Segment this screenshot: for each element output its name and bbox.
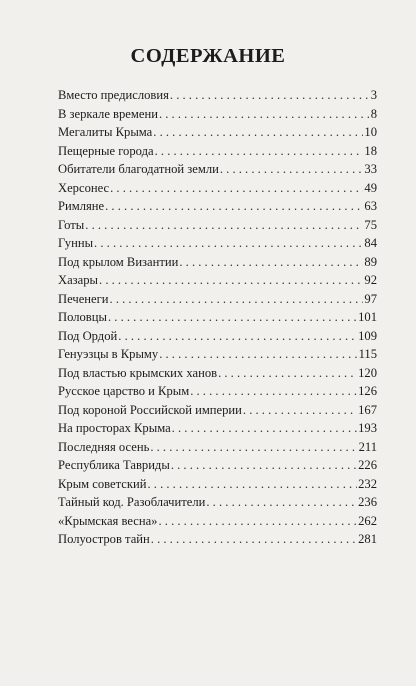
toc-entry-title: Республика Тавриды — [58, 458, 170, 472]
toc-entry — [58, 142, 377, 161]
toc-entry — [58, 197, 377, 216]
toc-entry-title: Хазары — [58, 273, 99, 287]
toc-entry-title: Тайный код. Разоблачители — [58, 495, 206, 509]
toc-entry — [58, 216, 377, 235]
toc-entry-page-number: 63 — [364, 199, 377, 213]
toc-leader-dots — [110, 290, 364, 309]
toc-leader-dots — [172, 419, 357, 438]
toc-entry — [58, 290, 377, 309]
toc-entry-title: Римляне — [58, 199, 105, 213]
toc-leader-dots — [179, 253, 363, 272]
toc-entry — [58, 345, 377, 364]
toc-entry — [58, 475, 377, 494]
toc-entry-title: На просторах Крыма — [58, 421, 171, 435]
toc-entry-title: Обитатели благодатной земли — [58, 162, 219, 176]
toc-entry — [58, 86, 377, 105]
toc-leader-dots — [150, 438, 357, 457]
toc-leader-dots — [220, 160, 364, 179]
toc-entry-page-number: 101 — [358, 310, 377, 324]
toc-entry-page-number: 109 — [358, 328, 377, 343]
toc-leader-dots — [108, 308, 357, 327]
toc-entry-title: Готы — [58, 217, 85, 232]
toc-leader-dots — [105, 197, 363, 216]
toc-entry-page-number: 236 — [358, 495, 377, 509]
toc-leader-dots — [159, 345, 357, 364]
toc-leader-dots — [170, 86, 370, 105]
toc-leader-dots — [218, 364, 357, 383]
toc-entry-page-number: 226 — [358, 458, 377, 472]
toc-entry — [58, 123, 377, 142]
toc-entry-page-number: 89 — [364, 254, 377, 269]
toc-leader-dots — [206, 493, 357, 512]
toc-entry-page-number: 33 — [364, 162, 377, 176]
toc-entry-page-number: 8 — [370, 106, 377, 121]
toc-entry-title: Генуэзцы в Крыму — [58, 347, 159, 361]
toc-leader-dots — [147, 475, 357, 494]
toc-leader-dots — [159, 105, 370, 124]
toc-entry-page-number: 3 — [370, 88, 377, 102]
toc-entry-title: Печенеги — [58, 291, 109, 306]
toc-entry-title: Полуостров тайн — [58, 532, 150, 546]
toc-entry-title: Под Ордой — [58, 328, 118, 343]
toc-entry — [58, 530, 377, 549]
toc-leader-dots — [110, 179, 363, 198]
toc-entry — [58, 327, 377, 346]
toc-leader-dots — [171, 456, 357, 475]
toc-leader-dots — [155, 142, 364, 161]
toc-entry — [58, 234, 377, 253]
toc-leader-dots — [153, 123, 363, 142]
toc-entry-page-number: 97 — [364, 291, 377, 306]
toc-entry-title: Гунны — [58, 236, 94, 250]
toc-leader-dots — [99, 271, 363, 290]
toc-entry-page-number: 75 — [364, 217, 377, 232]
toc-entry-page-number: 49 — [364, 180, 377, 195]
toc-leader-dots — [158, 512, 357, 531]
toc-entry-title: Половцы — [58, 310, 107, 324]
toc-entry-page-number: 211 — [358, 439, 377, 454]
toc-entry-page-number: 232 — [358, 476, 377, 491]
page-title: СОДЕРЖАНИЕ — [130, 45, 286, 67]
table-of-contents — [58, 86, 377, 549]
toc-entry — [58, 493, 377, 512]
toc-entry-title: Херсонес — [58, 180, 110, 195]
toc-leader-dots — [243, 401, 357, 420]
toc-entry-page-number: 18 — [364, 143, 377, 158]
toc-entry — [58, 179, 377, 198]
toc-leader-dots — [190, 382, 357, 401]
toc-entry-page-number: 167 — [358, 402, 377, 417]
toc-entry — [58, 271, 377, 290]
toc-entry-title: В зеркале времени — [58, 106, 158, 121]
toc-entry-title: Пещерные города — [58, 143, 154, 158]
toc-entry-page-number: 120 — [358, 365, 377, 380]
toc-entry — [58, 512, 377, 531]
toc-entry-title: Под властью крымских ханов — [58, 365, 218, 380]
toc-leader-dots — [118, 327, 357, 346]
toc-entry-page-number: 126 — [358, 384, 377, 398]
toc-entry-title: Крым советский — [58, 476, 147, 491]
toc-entry-title: Под крылом Византии — [58, 254, 179, 269]
toc-entry — [58, 253, 377, 272]
toc-entry — [58, 308, 377, 327]
toc-entry-page-number: 281 — [358, 532, 377, 546]
toc-entry — [58, 105, 377, 124]
toc-entry-title: «Крымская весна» — [58, 513, 158, 528]
toc-leader-dots — [94, 234, 363, 253]
toc-entry-title: Последняя осень — [58, 439, 150, 454]
toc-leader-dots — [151, 530, 357, 549]
toc-entry — [58, 401, 377, 420]
toc-entry-page-number: 84 — [364, 236, 377, 250]
toc-entry — [58, 364, 377, 383]
toc-entry — [58, 456, 377, 475]
toc-entry-title: Под короной Российской империи — [58, 402, 242, 417]
toc-entry — [58, 438, 377, 457]
toc-entry — [58, 419, 377, 438]
toc-entry-page-number: 193 — [358, 421, 377, 435]
toc-leader-dots — [85, 216, 363, 235]
toc-entry-page-number: 92 — [364, 273, 377, 287]
toc-entry-page-number: 262 — [358, 513, 377, 528]
toc-entry — [58, 160, 377, 179]
toc-entry-page-number: 115 — [358, 347, 377, 361]
toc-entry-title: Мегалиты Крыма — [58, 125, 153, 139]
toc-entry-title: Вместо предисловия — [58, 88, 169, 102]
toc-entry-title: Русское царство и Крым — [58, 384, 190, 398]
toc-entry — [58, 382, 377, 401]
toc-entry-page-number: 10 — [364, 125, 377, 139]
